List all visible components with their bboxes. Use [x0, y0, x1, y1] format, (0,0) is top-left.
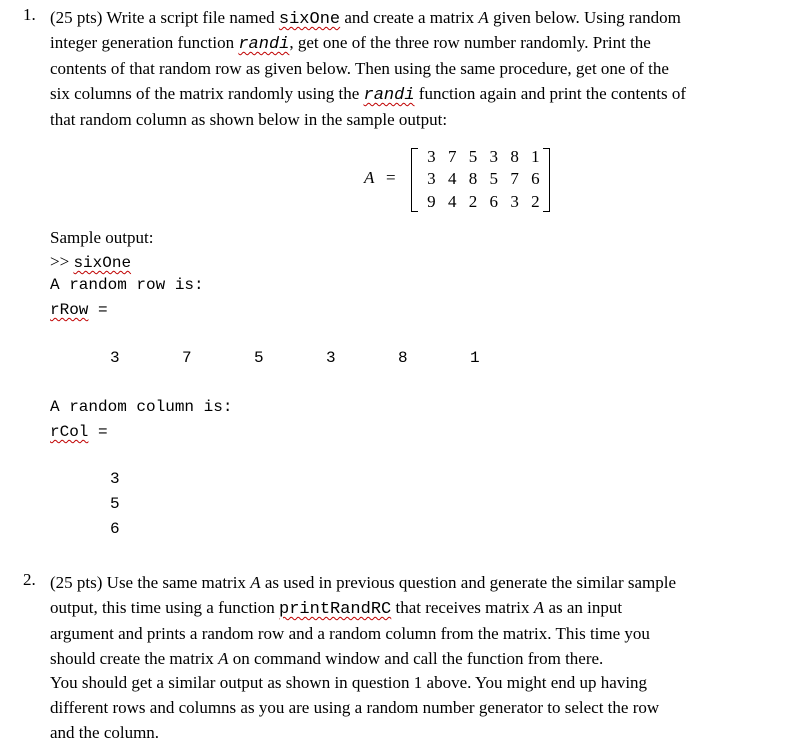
matrix-cell: 3 [427, 169, 436, 188]
q1-line-5: that random column as shown below in the sample output: [50, 110, 448, 129]
question-1-number: 1. [23, 5, 36, 24]
command-line [50, 252, 131, 272]
matrix-cell: 5 [468, 147, 478, 166]
q2-line-1 [50, 570, 676, 595]
column-value: 3 [110, 470, 120, 488]
q2-line-3: argument and prints a random row and a random column from the matrix. This time you [50, 624, 650, 643]
q2-line-4 [50, 646, 603, 671]
column-variable: rCol [50, 423, 89, 441]
matrix-cell: 3 [510, 192, 519, 211]
matrix-cell: 2 [531, 192, 540, 211]
script-name-code: sixOne [278, 10, 341, 29]
q2-text: as an input [544, 598, 623, 617]
row-variable-line [50, 301, 108, 319]
row-value: 3 [326, 349, 336, 367]
q2-text: should create the matrix [50, 649, 219, 668]
question-2-number: 2. [23, 570, 36, 589]
randi-function-code: randi [238, 35, 290, 54]
matrix-cell: 9 [427, 192, 436, 211]
q2-line-5: You should get a similar output as shown in question 1 above. You might end up having [50, 673, 648, 692]
matrix-cell: 3 [427, 147, 436, 166]
q1-text: integer generation function [50, 33, 239, 52]
row-equals: = [98, 301, 108, 319]
q1-text: function again and print the contents of [414, 84, 686, 103]
q2-text: as used in previous question and generate the similar sample [260, 573, 677, 592]
row-value: 3 [110, 349, 120, 367]
matrix-row-1 [421, 147, 546, 167]
q1-line-4 [50, 81, 686, 108]
q1-line-2 [50, 30, 651, 57]
column-message: A random column is: [50, 398, 233, 416]
matrix-variable: A [218, 649, 229, 668]
q2-line-7: and the column. [50, 723, 160, 742]
row-value: 8 [398, 349, 408, 367]
q1-text: six columns of the matrix randomly using the [50, 84, 364, 103]
matrix-cell: 2 [468, 192, 478, 211]
function-name-code: printRandRC [279, 600, 392, 619]
q2-text: output, this time using a function [50, 598, 280, 617]
matrix-label: A [364, 168, 375, 187]
matrix-row-3 [421, 192, 546, 212]
q2-line-6: different rows and columns as you are using a random number generator to select the row [50, 698, 660, 717]
row-value: 5 [254, 349, 264, 367]
row-message: A random row is: [50, 276, 204, 294]
q2-text: (25 pts) Use the same matrix [50, 573, 251, 592]
randi-function-code: randi [363, 86, 415, 105]
matrix-cell: 8 [510, 147, 519, 166]
left-bracket [411, 148, 418, 212]
column-value: 5 [110, 495, 120, 513]
matrix-cell: 3 [489, 147, 499, 166]
q2-line-2 [50, 595, 622, 622]
matrix-cell: 7 [447, 147, 457, 166]
matrix-cell: 8 [468, 169, 478, 188]
matrix-cell: 1 [531, 147, 540, 166]
matrix-equals: = [386, 168, 396, 187]
column-equals: = [98, 423, 108, 441]
q1-text: (25 pts) Write a script file named [50, 8, 279, 27]
matrix-cell: 4 [447, 192, 457, 211]
column-variable-line [50, 423, 108, 441]
command-code: sixOne [73, 254, 132, 272]
matrix-cell: 6 [531, 169, 540, 188]
matrix-cell: 7 [510, 169, 519, 188]
q1-line-1 [50, 5, 681, 32]
row-variable: rRow [50, 301, 89, 319]
column-value: 6 [110, 520, 120, 538]
matrix-cell: 5 [489, 169, 499, 188]
matrix-variable: A [478, 8, 489, 27]
prompt: >> [50, 252, 70, 271]
q1-text: , get one of the three row number randomly. Print the [289, 33, 651, 52]
matrix-cell: 4 [447, 169, 457, 188]
sample-output-heading: Sample output: [50, 228, 154, 247]
row-value: 7 [182, 349, 192, 367]
matrix-variable: A [250, 573, 261, 592]
row-value: 1 [470, 349, 480, 367]
matrix-row-2 [421, 169, 546, 189]
q1-line-3: contents of that random row as given below. Then using the same procedure, get one of the [50, 59, 669, 78]
q1-text: given below. Using random [488, 8, 681, 27]
q2-text: on command window and call the function from there. [228, 649, 604, 668]
matrix-variable: A [533, 598, 545, 617]
matrix-cell: 6 [489, 192, 499, 211]
q2-text: that receives matrix [391, 598, 534, 617]
q1-text: and create a matrix [340, 8, 479, 27]
